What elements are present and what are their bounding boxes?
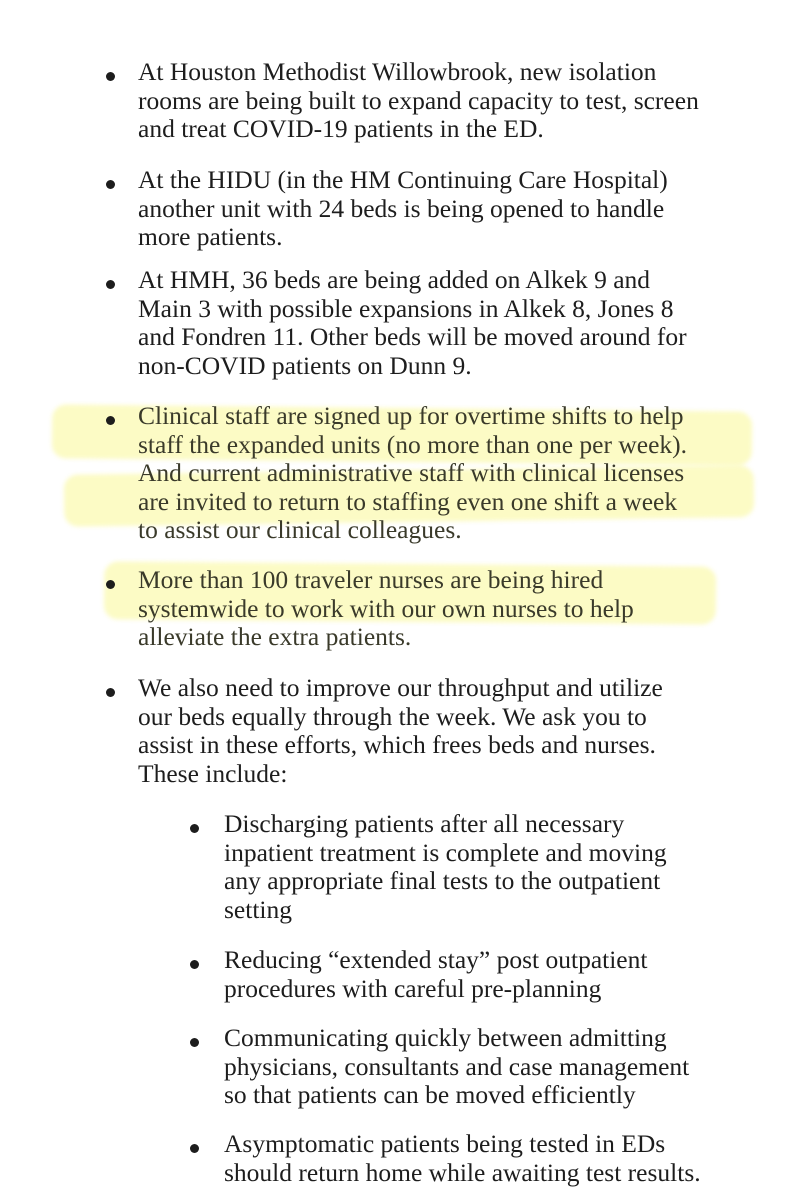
text-line: Reducing “extended stay” post outpatient bbox=[224, 945, 648, 974]
text-line: At Houston Methodist Willowbrook, new isolation bbox=[138, 57, 657, 86]
text-line: Communicating quickly between admitting bbox=[224, 1023, 667, 1052]
bullet-dot-icon bbox=[106, 416, 115, 425]
bullet-text bbox=[138, 266, 687, 380]
text-line: At the HIDU (in the HM Continuing Care Hospital) bbox=[138, 165, 668, 194]
text-line: procedures with careful pre-planning bbox=[224, 973, 602, 1003]
bullet-dot-icon bbox=[106, 180, 115, 189]
text-line: assist in these efforts, which frees beds and nurses. bbox=[138, 730, 656, 759]
bullet-text bbox=[138, 566, 634, 652]
text-line: any appropriate final tests to the outpatient bbox=[224, 866, 661, 895]
text-line: systemwide to work with our own nurses to help bbox=[138, 593, 634, 623]
bullet-text bbox=[224, 810, 667, 924]
text-line: Main 3 with possible expansions in Alkek 8, Jones 8 bbox=[138, 293, 674, 323]
text-line: These include: bbox=[138, 758, 288, 788]
text-line: inpatient treatment is complete and moving bbox=[224, 837, 667, 867]
text-line: and treat COVID-19 patients in the ED. bbox=[138, 114, 544, 143]
text-line: more patients. bbox=[138, 222, 283, 251]
bullet-dot-icon bbox=[106, 280, 115, 289]
text-line: staff the expanded units (no more than one per week). bbox=[138, 429, 688, 459]
text-line: Clinical staff are signed up for overtime shifts to help bbox=[138, 401, 684, 430]
text-line: physicians, consultants and case management bbox=[224, 1051, 690, 1081]
text-line: rooms are being built to expand capacity to test, screen bbox=[138, 85, 699, 115]
text-line: are invited to return to staffing even one shift a week bbox=[138, 486, 678, 516]
bullet-text bbox=[224, 1024, 689, 1110]
bullet-text bbox=[138, 674, 663, 788]
text-line: More than 100 traveler nurses are being hired bbox=[138, 565, 604, 594]
bullet-text bbox=[138, 58, 699, 144]
bullet-text bbox=[138, 402, 687, 545]
bullet-text bbox=[224, 1130, 701, 1187]
text-line: our beds equally through the week. We ask you to bbox=[138, 701, 647, 731]
bullet-dot-icon bbox=[106, 72, 115, 81]
bullet-dot-icon bbox=[190, 960, 199, 969]
text-line: setting bbox=[224, 894, 292, 924]
text-line: At HMH, 36 beds are being added on Alkek 9 and bbox=[138, 265, 651, 294]
text-line: should return home while awaiting test results. bbox=[224, 1157, 701, 1187]
text-line: to assist our clinical colleagues. bbox=[138, 515, 462, 544]
text-line: Asymptomatic patients being tested in EDs bbox=[224, 1129, 666, 1158]
text-line: and Fondren 11. Other beds will be moved around for bbox=[138, 322, 687, 351]
bullet-dot-icon bbox=[190, 824, 199, 833]
text-line: We also need to improve our throughput and utilize bbox=[138, 673, 663, 702]
text-line: so that patients can be moved efficiently bbox=[224, 1080, 636, 1109]
bullet-dot-icon bbox=[190, 1038, 199, 1047]
bullet-dot-icon bbox=[190, 1144, 199, 1153]
text-line: Discharging patients after all necessary bbox=[224, 809, 625, 838]
bullet-dot-icon bbox=[106, 688, 115, 697]
text-line: And current administrative staff with clinical licenses bbox=[138, 458, 685, 487]
bullet-text bbox=[224, 946, 647, 1003]
bullet-dot-icon bbox=[106, 580, 115, 589]
text-line: non-COVID patients on Dunn 9. bbox=[138, 350, 472, 380]
text-line: another unit with 24 beds is being opened to handle bbox=[138, 193, 665, 223]
text-line: alleviate the extra patients. bbox=[138, 622, 412, 651]
bullet-text bbox=[138, 166, 668, 252]
